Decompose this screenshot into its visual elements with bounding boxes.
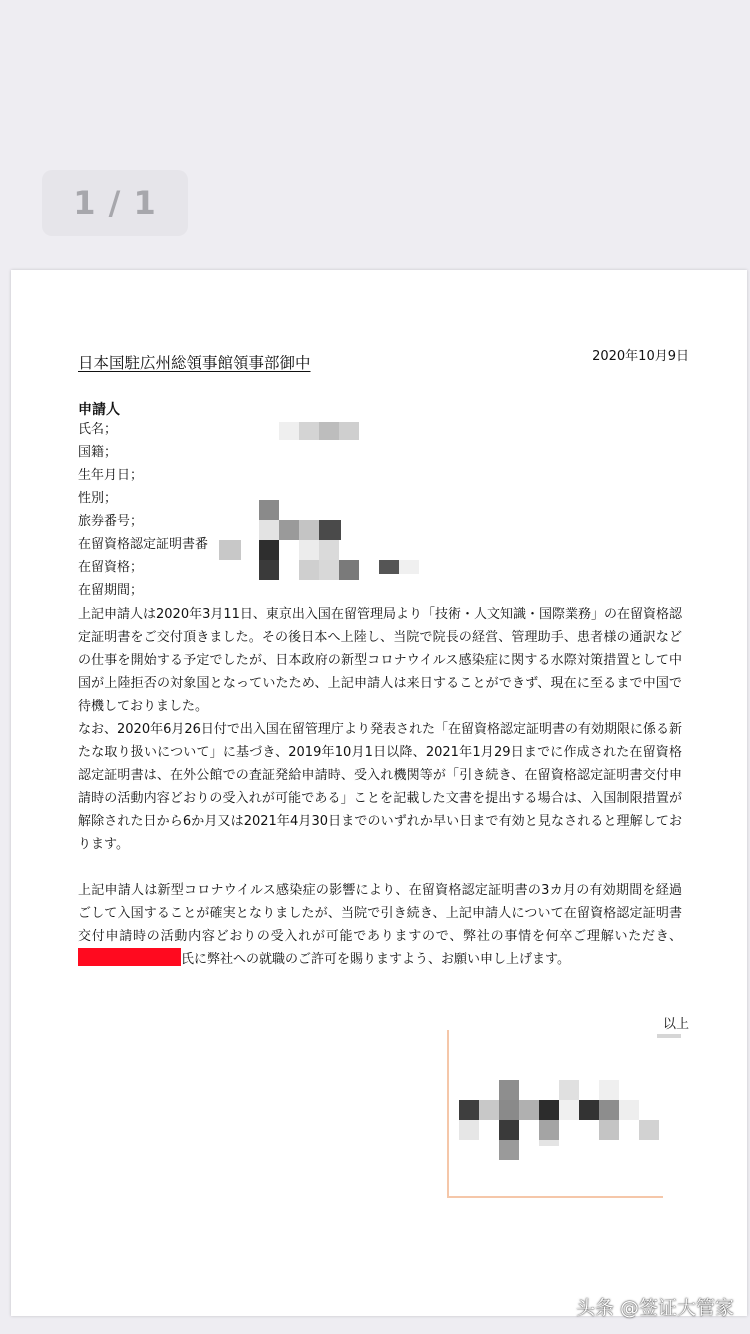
paragraph: なお、2020年6月26日付で出入国在留管理庁より発表された「在留資格認定証明書の有効期限に係る新たな取り扱いについて」に基づき、2019年10月1日以降、2021年1月29日までに作成された在留資格認定証明書は、在外公館での査証発給申請時、受入れ機関等が「引き続き、在留資格認定証明書交付申請時の活動内容どおりの受入れが可能である」ことを記載した文書を提出する場合は、入国制限措置が解除された日から6か月又は2021年4月30日までのいずれか早い日まで有効と見なされると理解しております。 [78,722,682,852]
signature-redaction [447,1030,673,1200]
paragraph-text: 上記申請人は新型コロナウイルス感染症の影響により、在留資格認定証明書の3カ月の有効期間を経過ごして入国することが確実となりましたが、当院で引き続き、上記申請人について在留資格認定証明書交付申請時の活動内容どおりの受入れが可能でありますので、弊社の事情を何卒ご理解いただき、 [78,883,682,944]
field-name-label: 氏名； [78,422,118,437]
letter-date: 2020年10月9日 [592,349,689,364]
applicant-heading: 申請人 [78,402,120,418]
document-page [11,270,747,1316]
redacted-name-bar [78,948,181,966]
field-nationality-label: 国籍； [78,445,118,460]
paragraph-text: 氏に弊社への就職のご許可を賜りますよう、お願い申し上げます。 [181,952,570,967]
closing-text: 以上 [662,1017,689,1032]
paragraph [78,879,682,971]
page-counter: 1 / 1 [42,170,188,236]
watermark: 头条 @签证大管家 [575,1297,734,1319]
paragraph: 上記申請人は2020年3月11日、東京出入国在留管理局より「技術・人文知識・国際業務」の在留資格認定証明書をご交付頂きました。その後日本へ上陸し、当院で院長の経営、管理助手、患者様の通訳などの仕事を開始する予定でしたが、日本政府の新型コロナウイルス感染症に関する水際対策措置として中国が上陸拒否の対象国となっていたため、上記申請人は来日することができず、現在に至るまで中国で待機しておりました。 [78,607,682,714]
field-birthdate-label: 生年月日； [78,468,144,483]
field-passport-label: 旅券番号； [78,514,144,529]
field-coe-number-label: 在留資格認定証明書番 [78,537,209,552]
field-sex-label: 性別； [78,491,118,506]
addressee: 日本国駐広州総領事館領事部御中 [78,354,311,372]
field-status-label: 在留資格； [78,560,144,575]
field-period-label: 在留期間； [78,583,144,598]
